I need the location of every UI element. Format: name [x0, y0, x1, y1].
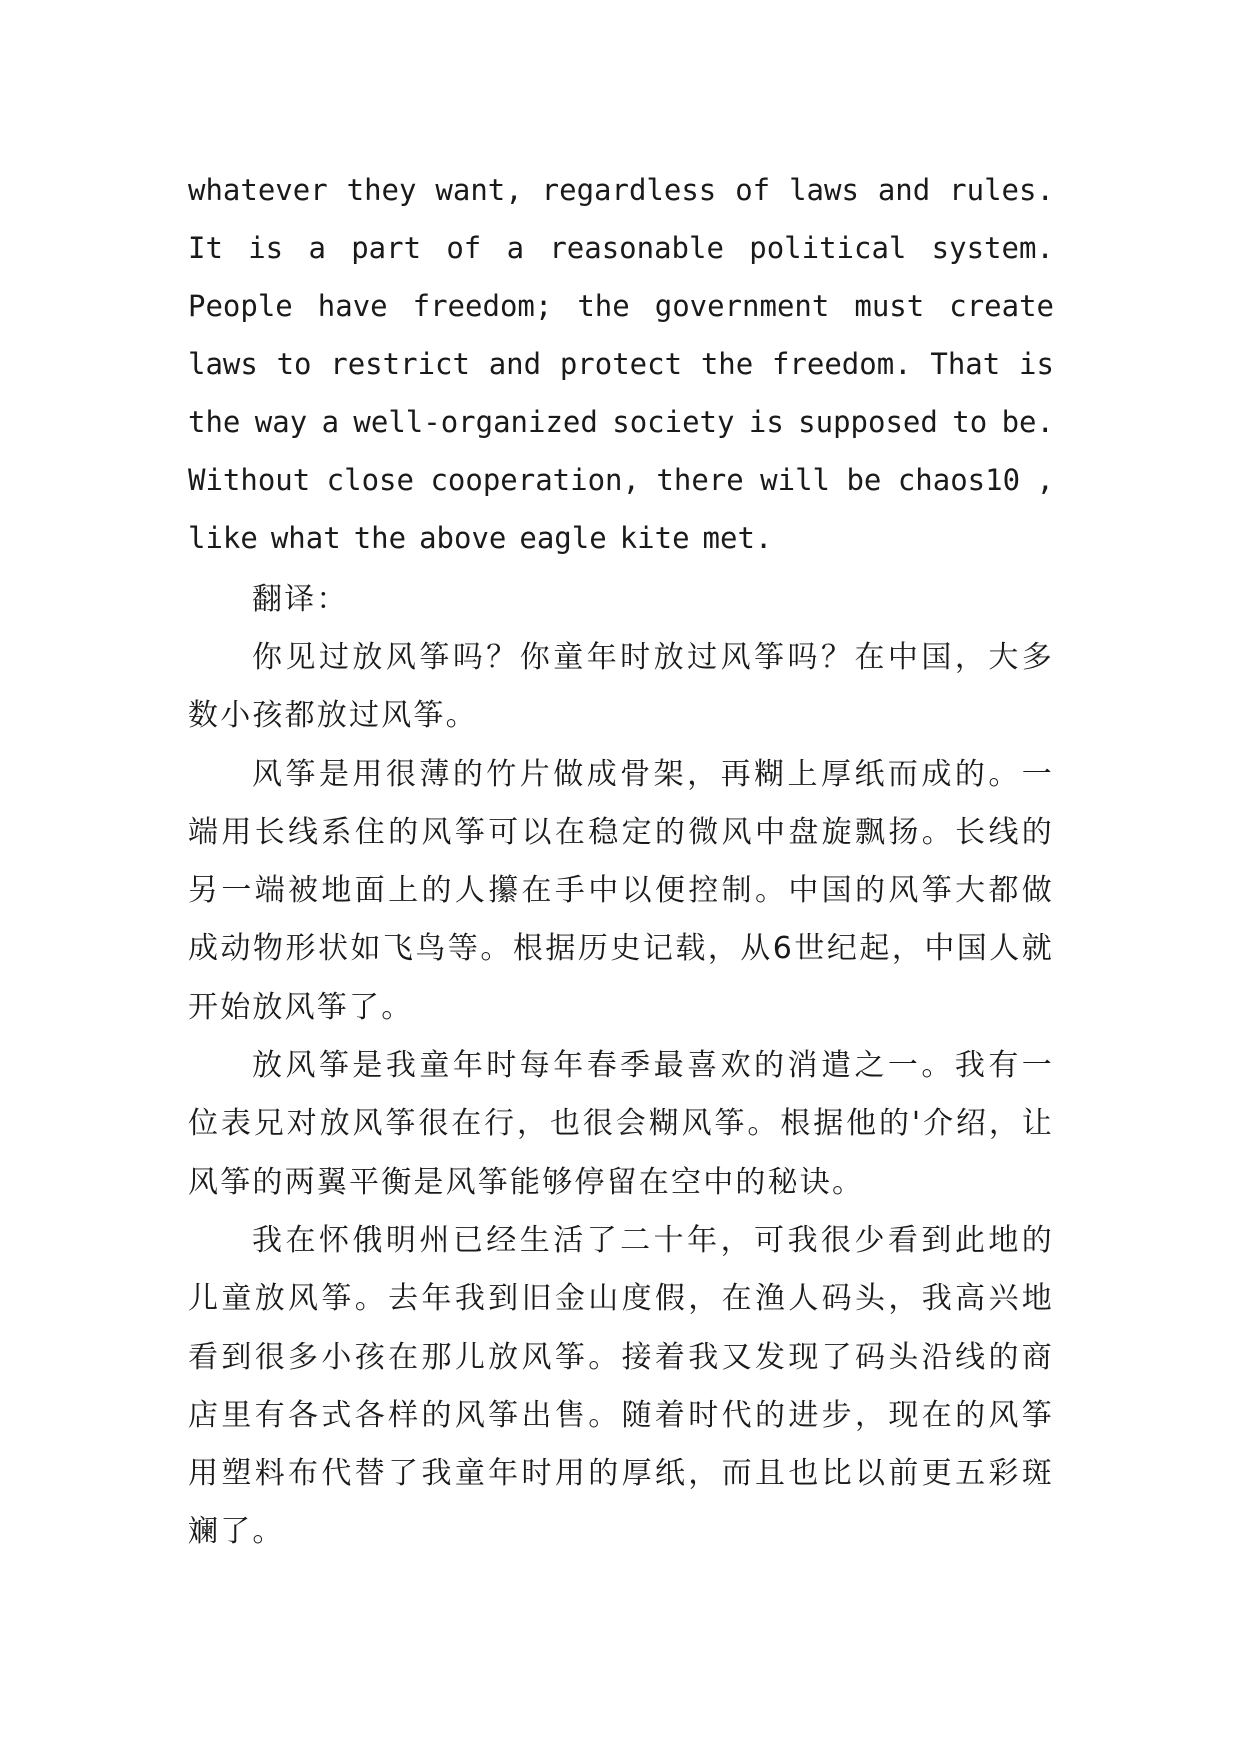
word: they [346, 173, 417, 207]
word: freedom. [771, 347, 912, 381]
translation-paragraph-3: 放风筝是我童年时每年春季最喜欢的消遣之一。我有一位表兄对放风筝很在行，也很会糊风筝。根据他的'介绍，让风筝的两翼平衡是风筝能够停留在空中的秘诀。 [188, 1048, 1054, 1200]
word: be [846, 463, 882, 497]
word: there [656, 463, 744, 497]
word: protect [559, 347, 683, 381]
word: freedom; [412, 289, 553, 323]
word: political [749, 231, 907, 265]
word: above [419, 521, 507, 555]
word: have [317, 289, 388, 323]
word: well-organized [353, 405, 598, 439]
word: and [877, 173, 931, 207]
word: reasonable [549, 231, 724, 265]
english-paragraph [188, 161, 1054, 567]
word: be. [1001, 405, 1054, 439]
word: That [930, 347, 1001, 381]
word: laws [789, 173, 859, 207]
word: a [506, 231, 525, 265]
word: , [1036, 463, 1054, 497]
translation-paragraph-4: 我在怀俄明州已经生活了二十年，可我很少看到此地的儿童放风筝。去年我到旧金山度假，在渔人码头，我高兴地看到很多小孩在那儿放风筝。接着我又发现了码头沿线的商店里有各式各样的风筝出售。随着时代的进步，现在的风筝用塑料布代替了我童年时用的厚纸，而且也比以前更五彩斑斓了。 [188, 1222, 1054, 1550]
word: is [748, 405, 784, 439]
word: laws [188, 347, 258, 381]
word: and [488, 347, 542, 381]
word: the [577, 289, 630, 323]
word: system. [931, 231, 1054, 265]
word: met. [702, 521, 773, 555]
word: like [188, 521, 258, 555]
word: restrict [330, 347, 470, 381]
word: government [654, 289, 830, 323]
word: Without [188, 463, 311, 497]
english-line-5 [188, 393, 1054, 451]
word: It [188, 231, 223, 265]
translation-paragraph-1: 你见过放风筝吗？你童年时放过风筝吗？在中国，大多数小孩都放过风筝。 [188, 640, 1054, 734]
word: cooperation, [430, 463, 640, 497]
word: of [735, 173, 771, 207]
word: to [276, 347, 312, 381]
word: eagle [519, 521, 607, 555]
word: whatever [188, 173, 328, 207]
word: regardless [541, 173, 717, 207]
word: is [1018, 347, 1054, 381]
translation-heading: 翻译： [252, 582, 349, 617]
english-line-4 [188, 335, 1054, 393]
word: a [308, 231, 326, 265]
word: People [188, 289, 293, 323]
word: the [188, 405, 241, 439]
english-line-7 [188, 509, 1054, 567]
word: the [353, 521, 407, 555]
word: create [949, 289, 1054, 323]
word: rules. [949, 173, 1054, 207]
english-line-2 [188, 219, 1054, 277]
english-line-6 [188, 451, 1054, 509]
word: way [254, 405, 308, 439]
translation-section [188, 571, 1054, 1562]
word: want, [435, 173, 523, 207]
word: kite [619, 521, 690, 555]
word: is [248, 231, 284, 265]
word: of [446, 231, 482, 265]
translation-paragraph-2: 风筝是用很薄的竹片做成骨架，再糊上厚纸而成的。一端用长线系住的风筝可以在稳定的微风中盘旋飘扬。长线的另一端被地面上的人攥在手中以便控制。中国的风筝大都做成动物形状如飞鸟等。根据历史记载，从6世纪起，中国人就开始放风筝了。 [188, 756, 1054, 1025]
word: supposed [798, 405, 938, 439]
word: to [952, 405, 988, 439]
word: must [854, 289, 925, 323]
word: the [700, 347, 754, 381]
word: what [270, 521, 341, 555]
english-line-1 [188, 161, 1054, 219]
word: a [321, 405, 340, 439]
word: close [326, 463, 414, 497]
word: will [760, 463, 831, 497]
word: chaos10 [897, 463, 1021, 497]
word: society [612, 405, 735, 439]
word: part [351, 231, 422, 265]
english-line-3 [188, 277, 1054, 335]
